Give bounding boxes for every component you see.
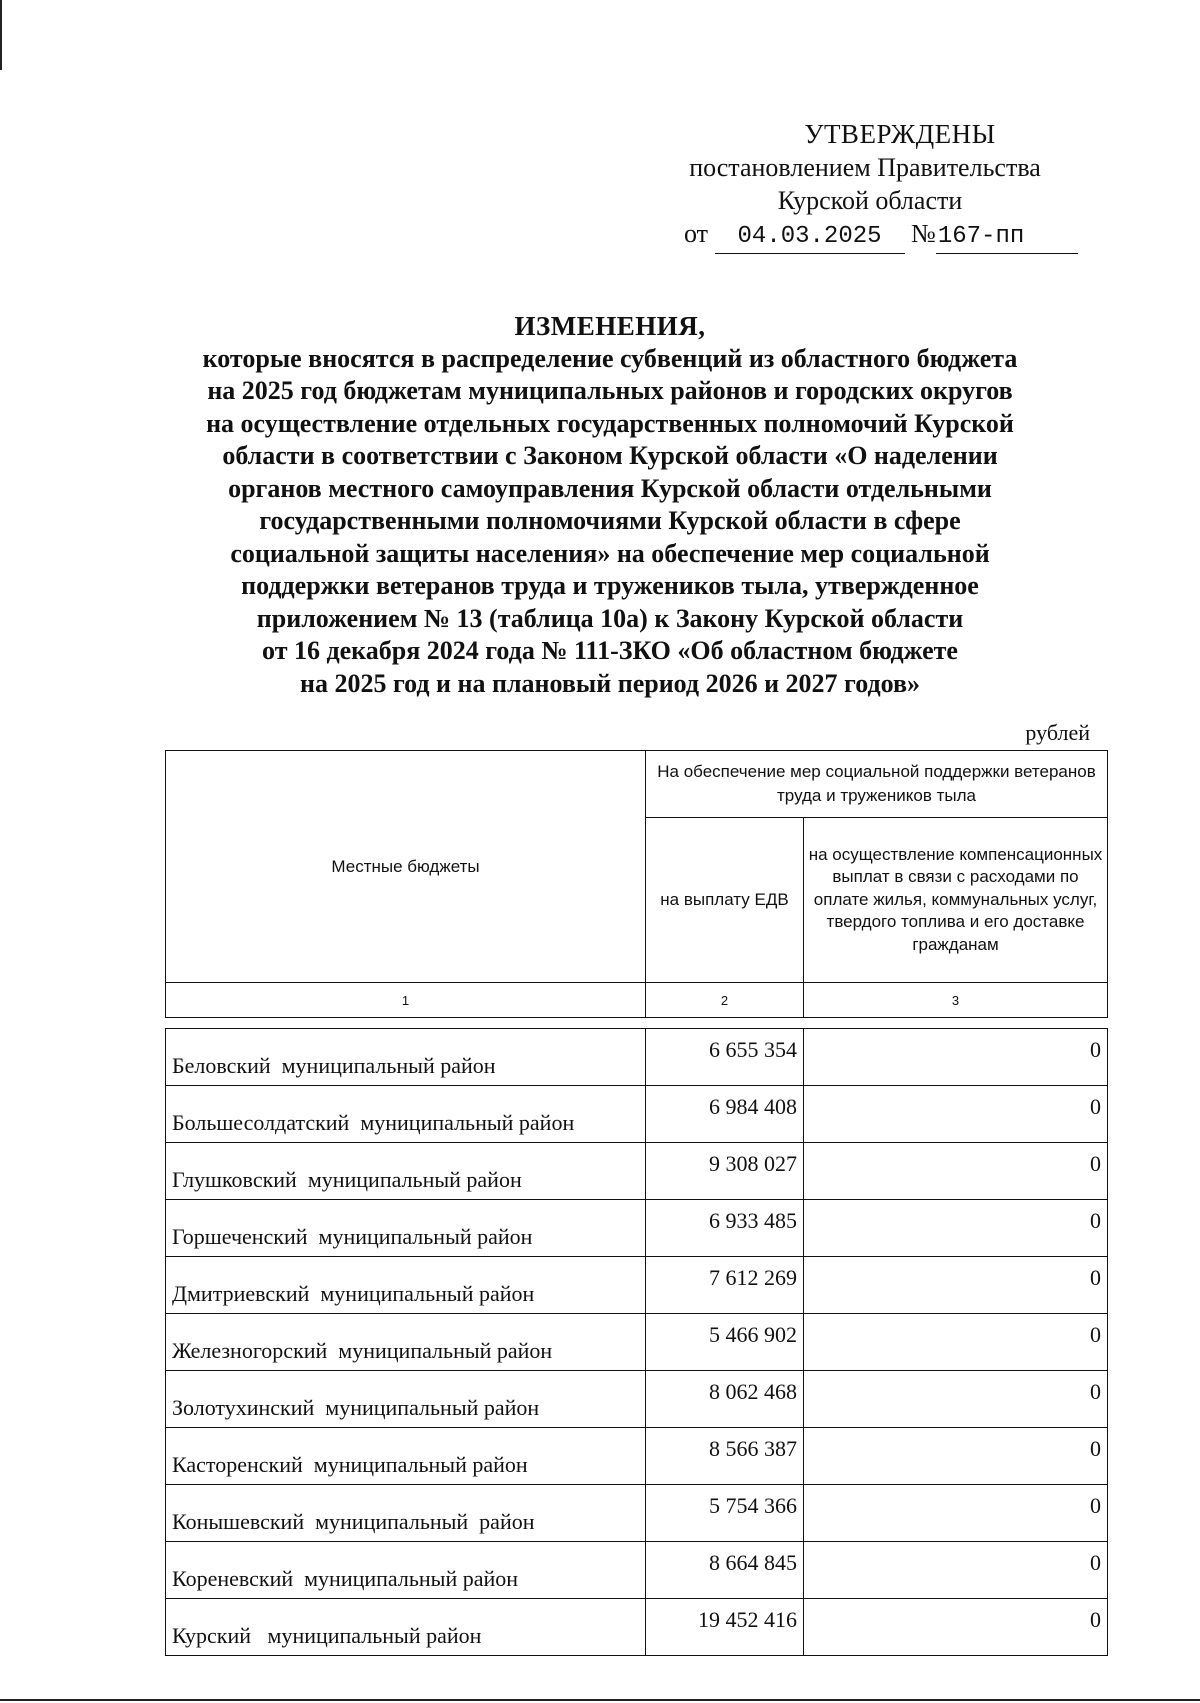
scan-edge-bottom xyxy=(0,1699,1200,1701)
subtitle-line: на 2025 год бюджетам муниципальных районов и городских округов xyxy=(207,376,1013,405)
district-name: Касторенский муниципальный район xyxy=(166,1428,646,1485)
main-heading: ИЗМЕНЕНИЯ, xyxy=(514,311,706,341)
compensation-amount: 0 xyxy=(804,1257,1108,1314)
district-name: Дмитриевский муниципальный район xyxy=(166,1257,646,1314)
approval-line-resolution: постановлением Правительства xyxy=(689,153,1041,182)
approval-date-line xyxy=(684,217,1090,254)
edv-amount: 8 664 845 xyxy=(646,1542,804,1599)
header-compensation: на осуществление компенсационных выплат в связи с расходами по оплате жилья, коммунальных услуг, твердого топлива и его доставке гражданам xyxy=(804,818,1108,983)
table-row xyxy=(166,1542,1108,1599)
unit-label: рублей xyxy=(1025,720,1090,745)
table-row xyxy=(166,1371,1108,1428)
table-row xyxy=(166,1029,1108,1086)
compensation-amount: 0 xyxy=(804,1599,1108,1656)
approval-number: 167-пп xyxy=(936,220,1078,254)
subtitle-line: на осуществление отдельных государственных полномочий Курской xyxy=(206,408,1014,438)
edv-amount: 7 612 269 xyxy=(646,1257,804,1314)
compensation-amount: 0 xyxy=(804,1428,1108,1485)
compensation-amount: 0 xyxy=(804,1485,1108,1542)
table-row xyxy=(166,1143,1108,1200)
compensation-amount: 0 xyxy=(804,1143,1108,1200)
approval-date: 04.03.2025 xyxy=(715,220,905,254)
header-local-budgets: Местные бюджеты xyxy=(166,751,646,983)
column-number: 2 xyxy=(646,983,804,1018)
approval-block xyxy=(684,118,1090,254)
column-number: 3 xyxy=(804,983,1108,1018)
edv-amount: 5 754 366 xyxy=(646,1485,804,1542)
edv-amount: 5 466 902 xyxy=(646,1314,804,1371)
district-name: Кореневский муниципальный район xyxy=(166,1542,646,1599)
table-body xyxy=(166,1029,1108,1656)
district-name: Глушковский муниципальный район xyxy=(166,1143,646,1200)
edv-amount: 6 933 485 xyxy=(646,1200,804,1257)
district-name: Золотухинский муниципальный район xyxy=(166,1371,646,1428)
compensation-amount: 0 xyxy=(804,1029,1108,1086)
table-row xyxy=(166,1257,1108,1314)
compensation-amount: 0 xyxy=(804,1314,1108,1371)
edv-amount: 8 566 387 xyxy=(646,1428,804,1485)
budget-table xyxy=(165,750,1108,1656)
subtitle-line: государственными полномочиями Курской области в сфере xyxy=(259,506,961,535)
district-name: Горшеченский муниципальный район xyxy=(166,1200,646,1257)
subtitle-line: социальной защиты населения» на обеспечение мер социальной xyxy=(230,538,990,568)
edv-amount: 6 655 354 xyxy=(646,1029,804,1086)
scan-edge-left xyxy=(0,0,2,70)
subtitle-line: органов местного самоуправления Курской области отдельными xyxy=(228,473,992,503)
district-name: Большесолдатский муниципальный район xyxy=(166,1086,646,1143)
table-gap xyxy=(166,1018,1108,1029)
subtitle-line: на 2025 год и на плановый период 2026 и 2027 годов» xyxy=(299,668,921,698)
header-edv: на выплату ЕДВ xyxy=(646,818,804,983)
subtitle-line: от 16 декабря 2024 года № 111-ЗКО «Об областном бюджете xyxy=(262,636,958,665)
table-row xyxy=(166,1485,1108,1542)
edv-amount: 6 984 408 xyxy=(646,1086,804,1143)
compensation-amount: 0 xyxy=(804,1542,1108,1599)
district-name: Конышевский муниципальный район xyxy=(166,1485,646,1542)
district-name: Беловский муниципальный район xyxy=(166,1029,646,1086)
document-title xyxy=(140,310,1080,700)
district-name: Железногорский муниципальный район xyxy=(166,1314,646,1371)
number-prefix: № xyxy=(911,219,936,248)
edv-amount: 9 308 027 xyxy=(646,1143,804,1200)
table-row xyxy=(166,1599,1108,1656)
compensation-amount: 0 xyxy=(804,1086,1108,1143)
subtitle-line: приложением № 13 (таблица 10а) к Закону Курской области xyxy=(256,603,964,633)
approval-line-region: Курской области xyxy=(777,186,963,215)
district-name: Курский муниципальный район xyxy=(166,1599,646,1656)
subtitle-line: области в соответствии с Законом Курской области «О наделении xyxy=(222,441,998,470)
table-header-row xyxy=(166,751,1108,818)
approval-title: УТВЕРЖДЕНЫ xyxy=(804,119,996,149)
compensation-amount: 0 xyxy=(804,1371,1108,1428)
header-support-measures: На обеспечение мер социальной поддержки ветеранов труда и тружеников тыла xyxy=(646,751,1108,818)
table-row xyxy=(166,1086,1108,1143)
edv-amount: 19 452 416 xyxy=(646,1599,804,1656)
column-number-row xyxy=(166,983,1108,1018)
edv-amount: 8 062 468 xyxy=(646,1371,804,1428)
table-row xyxy=(166,1200,1108,1257)
date-prefix: от xyxy=(684,219,709,248)
table-row xyxy=(166,1428,1108,1485)
subtitle-line: которые вносятся в распределение субвенций из областного бюджета xyxy=(202,343,1018,373)
compensation-amount: 0 xyxy=(804,1200,1108,1257)
column-number: 1 xyxy=(166,983,646,1018)
subtitle-line: поддержки ветеранов труда и тружеников тыла, утвержденное xyxy=(241,571,979,600)
table-row xyxy=(166,1314,1108,1371)
